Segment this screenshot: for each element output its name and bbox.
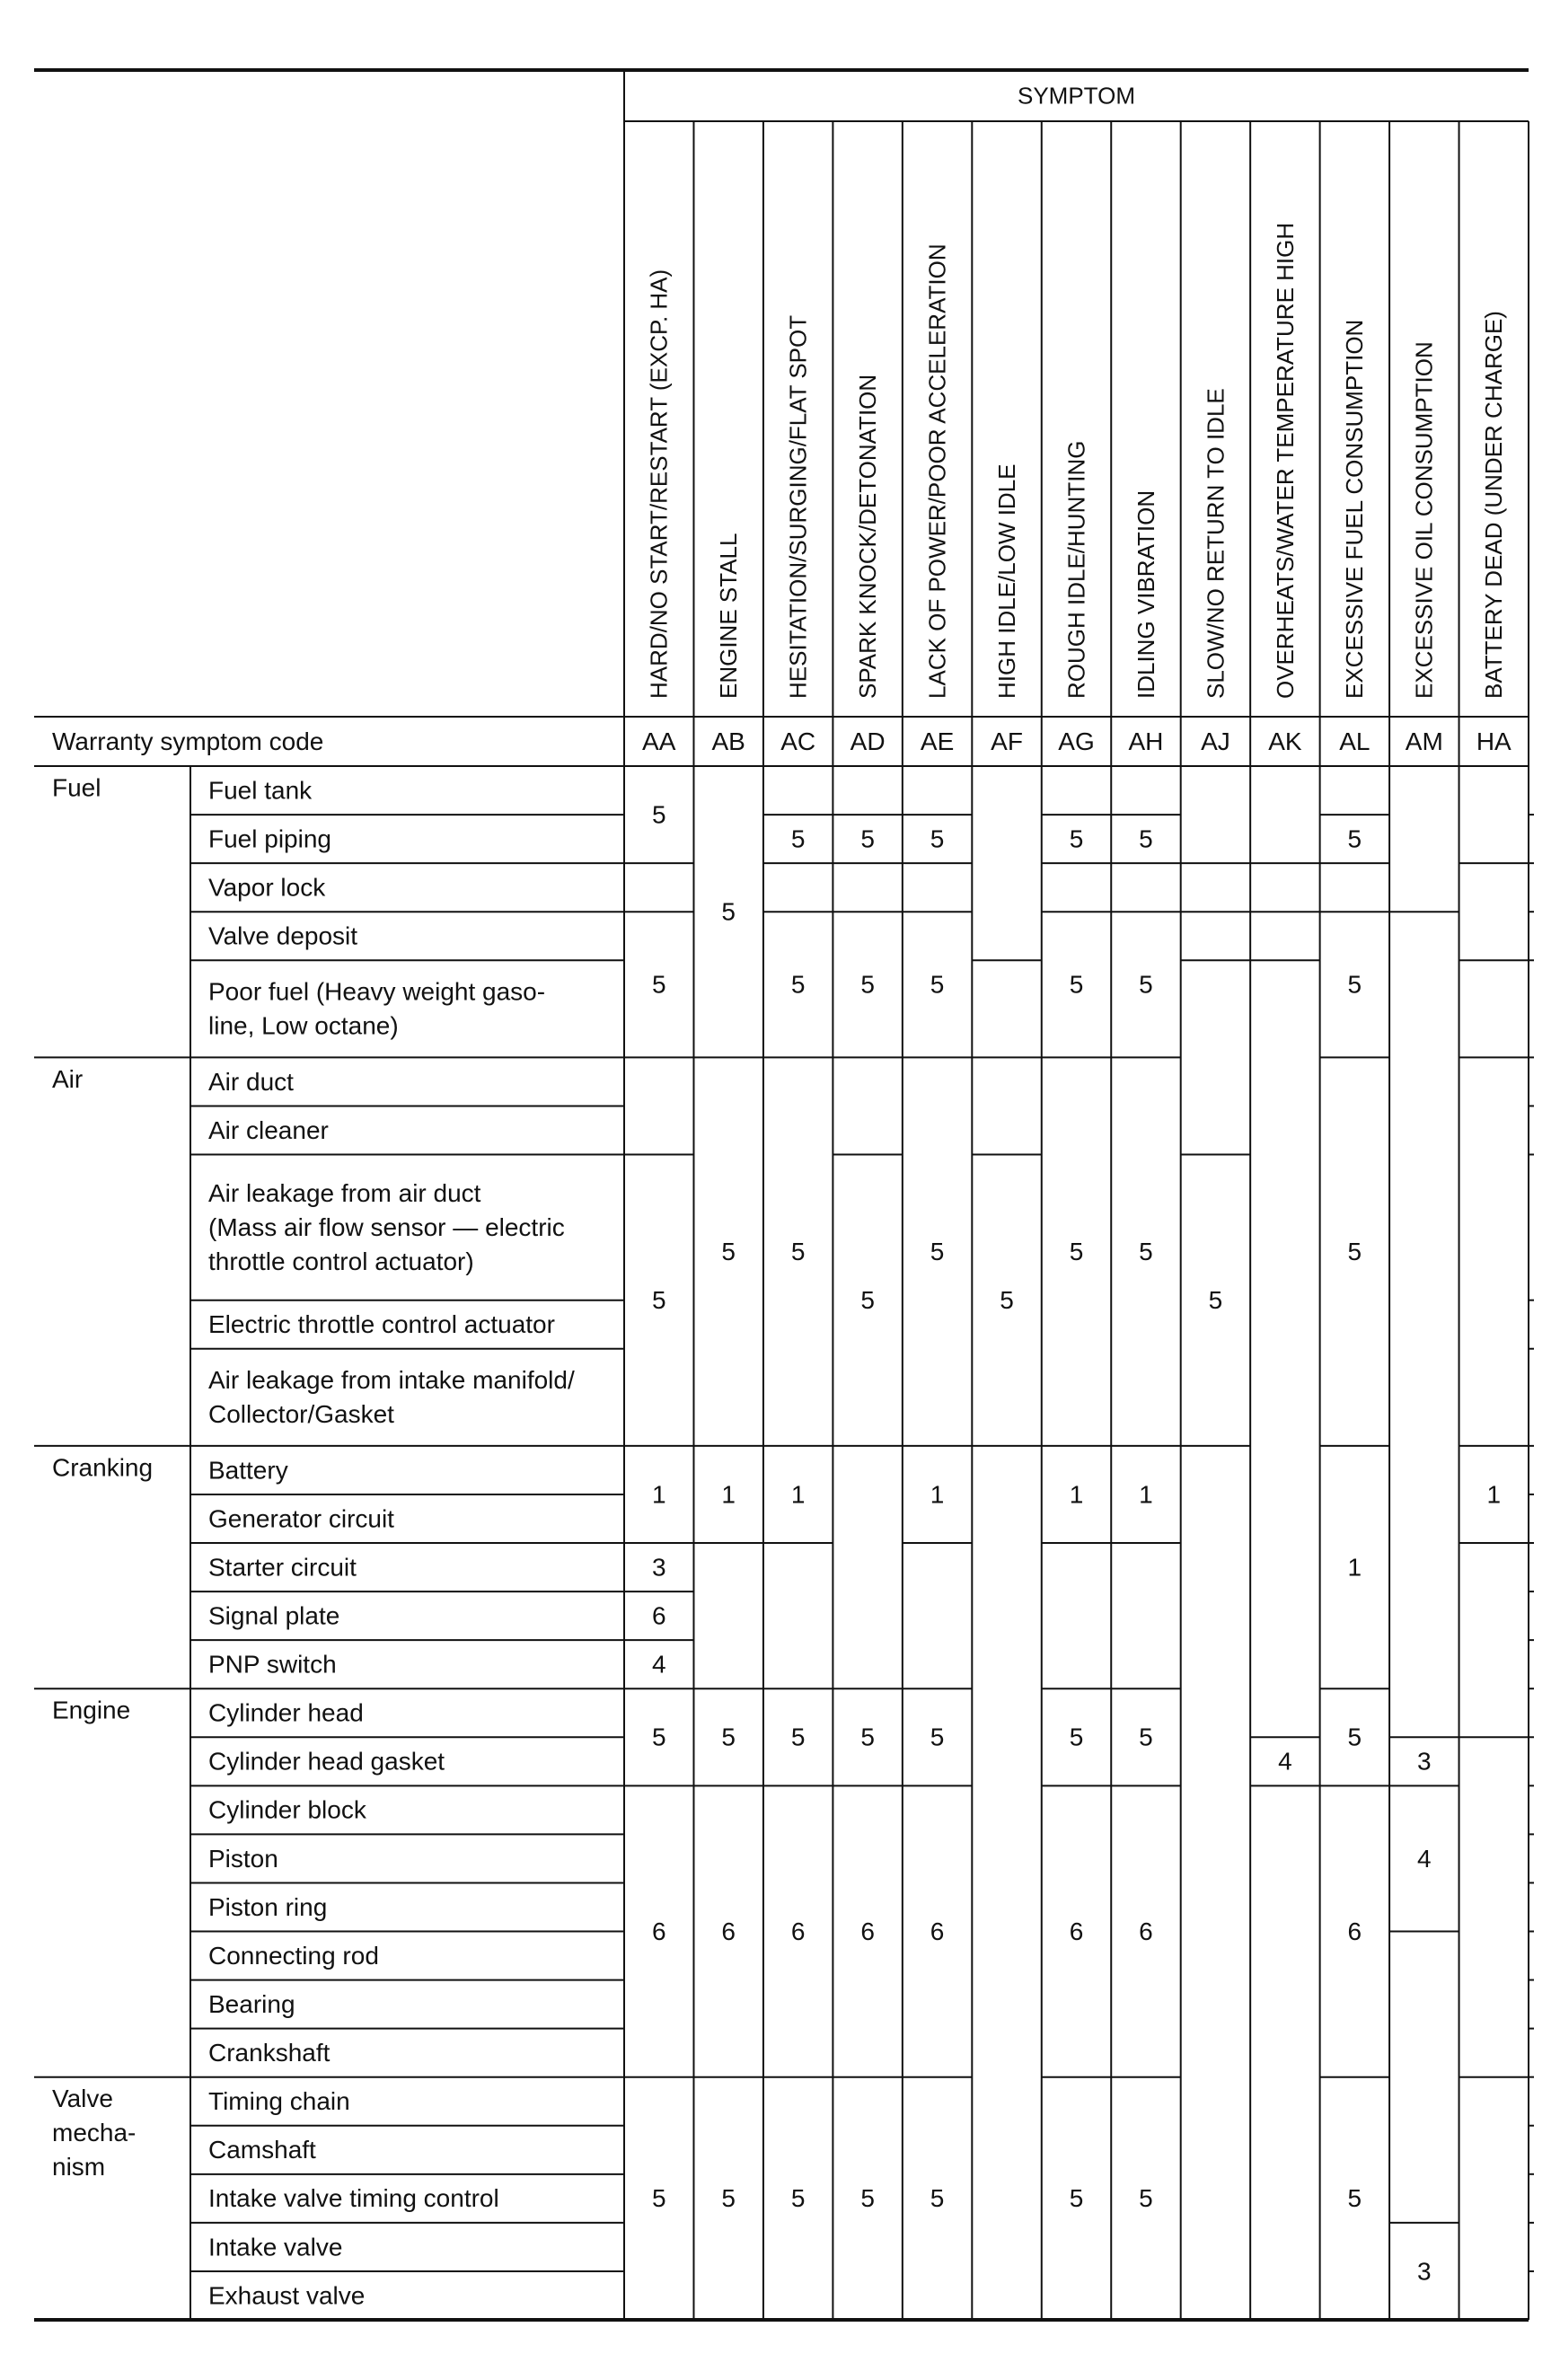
cell-value: 5 <box>790 970 806 999</box>
cell-value: 1 <box>790 1480 806 1509</box>
cell-value: 5 <box>860 1723 875 1751</box>
cell-value: 6 <box>930 1917 945 1945</box>
cell-value: 5 <box>1139 1238 1153 1266</box>
symptom-code-al: AL <box>1339 727 1371 755</box>
cell-value: 5 <box>790 824 806 853</box>
part-label: Starter circuit <box>208 1553 357 1582</box>
cell-value: 3 <box>651 1553 666 1582</box>
cell-value: 6 <box>651 1601 666 1630</box>
cell-value: 3 <box>1417 1747 1432 1776</box>
table-text <box>52 82 1512 2309</box>
cell-value: 5 <box>721 1723 736 1751</box>
cell-value: 5 <box>1069 1238 1084 1266</box>
cell-value: 5 <box>860 2184 875 2213</box>
part-label: Collector/Gasket <box>208 1400 394 1429</box>
symptom-code-ah: AH <box>1128 727 1164 755</box>
cell-value: 1 <box>1139 1480 1153 1509</box>
cell-value: 5 <box>651 1286 666 1315</box>
symptom-name-aa: HARD/NO START/RESTART (EXCP. HA) <box>645 269 673 699</box>
cell-value: 5 <box>1069 1723 1084 1751</box>
cell-value: 6 <box>860 1917 875 1945</box>
part-label: Fuel tank <box>208 776 313 805</box>
cell-value: 5 <box>930 2184 945 2213</box>
symptom-header: SYMPTOM <box>1018 82 1135 110</box>
symptom-name-ac: HESITATION/SURGING/FLAT SPOT <box>784 314 812 699</box>
group-label: Cranking <box>52 1453 154 1482</box>
part-label: Signal plate <box>208 1601 340 1630</box>
symptom-name-af: HIGH IDLE/LOW IDLE <box>992 463 1020 699</box>
cell-value: 6 <box>651 1917 666 1945</box>
cell-value: 6 <box>1347 1917 1362 1945</box>
group-label: nism <box>52 2153 106 2182</box>
part-label: Intake valve timing control <box>208 2184 499 2213</box>
cell-value: 1 <box>1069 1480 1084 1509</box>
cell-value: 5 <box>930 1238 945 1266</box>
symptom-code-ag: AG <box>1058 727 1095 755</box>
group-label: Fuel <box>52 773 101 802</box>
symptom-code-ab: AB <box>711 727 745 755</box>
symptom-name-ad: SPARK KNOCK/DETONATION <box>853 374 881 699</box>
part-label: Generator circuit <box>208 1504 394 1533</box>
cell-value: 5 <box>721 1238 736 1266</box>
cell-value: 3 <box>1417 2257 1432 2286</box>
symptom-code-aj: AJ <box>1201 727 1230 755</box>
part-label: Connecting rod <box>208 1941 379 1970</box>
part-label: Poor fuel (Heavy weight gaso- <box>208 977 546 1006</box>
part-label: throttle control actuator) <box>208 1247 474 1275</box>
cell-value: 5 <box>1069 970 1084 999</box>
cell-value: 5 <box>1139 1723 1153 1751</box>
symptom-name-aj: SLOW/NO RETURN TO IDLE <box>1202 388 1229 699</box>
cell-value: 5 <box>790 1238 806 1266</box>
cell-value: 5 <box>860 970 875 999</box>
part-label: Cylinder head gasket <box>208 1747 445 1776</box>
part-label: Cylinder head <box>208 1698 364 1727</box>
cell-value: 5 <box>1139 824 1153 853</box>
cell-value: 5 <box>721 897 736 926</box>
part-label: Intake valve <box>208 2233 343 2261</box>
symptom-code-ha: HA <box>1476 727 1512 755</box>
part-label: Piston <box>208 1844 278 1873</box>
cell-value: 4 <box>651 1650 666 1679</box>
cell-value: 5 <box>1069 2184 1084 2213</box>
part-label: Electric throttle control actuator <box>208 1310 555 1339</box>
cell-value: 5 <box>930 970 945 999</box>
group-label: mecha- <box>52 2119 137 2147</box>
symptom-name-ak: OVERHEATS/WATER TEMPERATURE HIGH <box>1271 222 1299 699</box>
cell-value: 6 <box>1069 1917 1084 1945</box>
symptom-name-ab: ENGINE STALL <box>715 533 743 699</box>
cell-value: 5 <box>860 1286 875 1315</box>
cell-value: 4 <box>1278 1747 1292 1776</box>
part-label: Fuel piping <box>208 824 331 853</box>
part-label: line, Low octane) <box>208 1011 399 1040</box>
cell-value: 5 <box>930 824 945 853</box>
cell-value: 5 <box>1347 1238 1362 1266</box>
cell-value: 5 <box>790 2184 806 2213</box>
cell-value: 6 <box>1139 1917 1153 1945</box>
part-label: Air leakage from intake manifold/ <box>208 1366 575 1395</box>
cell-value: 1 <box>721 1480 736 1509</box>
group-label: Air <box>52 1064 84 1093</box>
cell-value: 5 <box>1069 824 1084 853</box>
symptom-code-am: AM <box>1405 727 1443 755</box>
cell-value: 5 <box>1347 2184 1362 2213</box>
cell-value: 1 <box>930 1480 945 1509</box>
symptom-code-af: AF <box>991 727 1023 755</box>
symptom-name-ha: BATTERY DEAD (UNDER CHARGE) <box>1480 311 1508 699</box>
cell-value: 5 <box>1347 1723 1362 1751</box>
symptom-name-ah: IDLING VIBRATION <box>1132 489 1159 699</box>
symptom-code-ae: AE <box>920 727 955 755</box>
part-label: Battery <box>208 1456 288 1485</box>
symptom-code-aa: AA <box>642 727 676 755</box>
part-label: Timing chain <box>208 2087 350 2116</box>
cell-value: 5 <box>721 2184 736 2213</box>
part-label: Camshaft <box>208 2136 316 2164</box>
warranty-symptom-code-label: Warranty symptom code <box>52 727 324 755</box>
symptom-code-ad: AD <box>850 727 886 755</box>
part-label: PNP switch <box>208 1650 337 1679</box>
part-label: Bearing <box>208 1989 295 2018</box>
cell-value: 5 <box>1139 970 1153 999</box>
part-label: Exhaust valve <box>208 2281 366 2310</box>
cell-value: 5 <box>651 970 666 999</box>
part-label: Air cleaner <box>208 1115 329 1144</box>
cell-value: 5 <box>1347 824 1362 853</box>
symptom-name-am: EXCESSIVE OIL CONSUMPTION <box>1410 341 1438 699</box>
part-label: Piston ring <box>208 1892 328 1921</box>
part-label: Cylinder block <box>208 1795 366 1824</box>
cell-value: 5 <box>1139 2184 1153 2213</box>
group-label: Engine <box>52 1696 131 1724</box>
cell-value: 5 <box>651 1723 666 1751</box>
cell-value: 6 <box>790 1917 806 1945</box>
cell-value: 5 <box>1208 1286 1223 1315</box>
cell-value: 1 <box>1486 1480 1502 1509</box>
cell-value: 4 <box>1417 1844 1432 1873</box>
part-label: (Mass air flow sensor — electric <box>208 1212 565 1241</box>
symptom-name-ag: ROUGH IDLE/HUNTING <box>1062 440 1090 699</box>
part-label: Vapor lock <box>208 873 326 902</box>
cell-value: 6 <box>721 1917 736 1945</box>
symptom-name-al: EXCESSIVE FUEL CONSUMPTION <box>1341 319 1369 699</box>
cell-value: 5 <box>790 1723 806 1751</box>
cell-value: 5 <box>1000 1286 1014 1315</box>
symptom-name-ae: LACK OF POWER/POOR ACCELERATION <box>923 243 951 699</box>
cell-value: 1 <box>651 1480 666 1509</box>
cell-value: 5 <box>1347 970 1362 999</box>
cell-value: 1 <box>1347 1553 1362 1582</box>
cell-value: 5 <box>651 800 666 829</box>
symptom-code-ac: AC <box>780 727 816 755</box>
group-label: Valve <box>52 2085 113 2113</box>
part-label: Air duct <box>208 1067 294 1096</box>
part-label: Air leakage from air duct <box>208 1178 481 1207</box>
part-label: Crankshaft <box>208 2039 331 2067</box>
cell-value: 5 <box>651 2184 666 2213</box>
cell-value: 5 <box>860 824 875 853</box>
cell-value: 5 <box>930 1723 945 1751</box>
symptom-code-ak: AK <box>1268 727 1302 755</box>
part-label: Valve deposit <box>208 921 358 950</box>
